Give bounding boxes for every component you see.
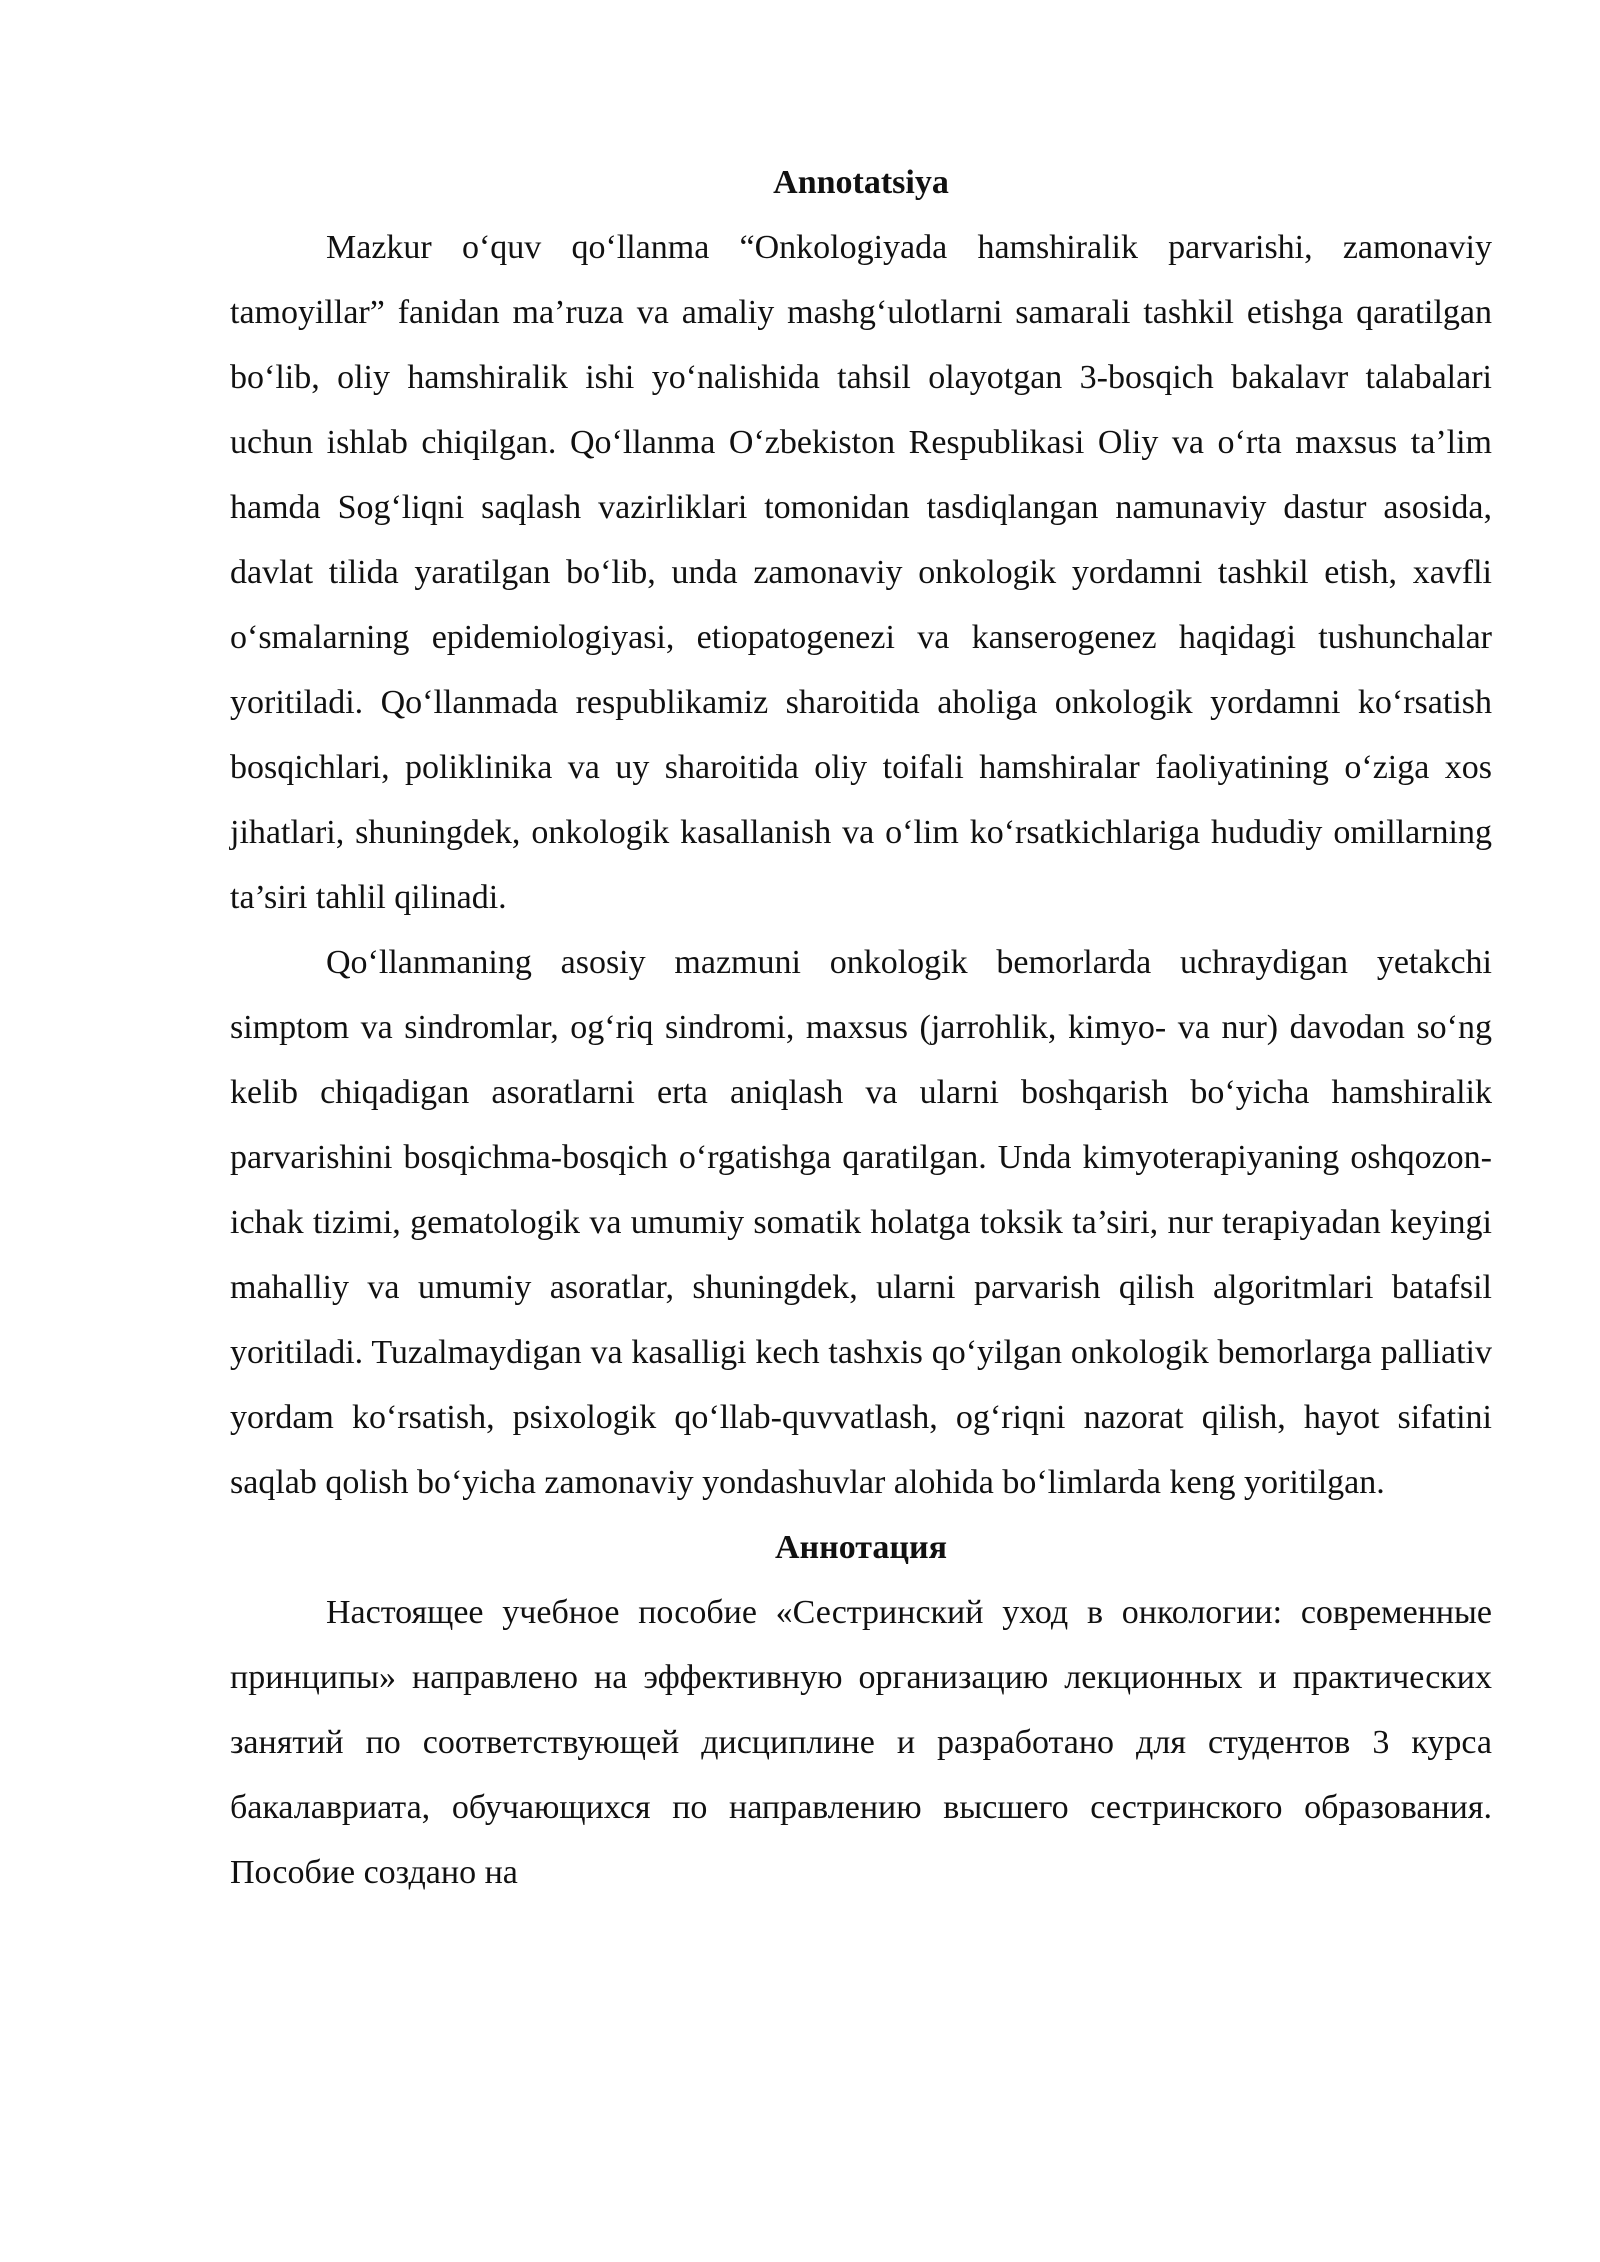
paragraph-ru-1: Настоящее учебное пособие «Сестринский уход в онкологии: современные принципы» направлено на эффективную организацию лекционных и практических занятий по соответствующей дисциплине и разработано для студентов 3 курса бакалавриата, обучающихся по направлению высшего сестринского образования. Пособие создано на — [230, 1594, 1492, 1891]
paragraph-uz-1: Mazkur o‘quv qo‘llanma “Onkologiyada hamshiralik parvarishi, zamonaviy tamoyillar” fanidan ma’ruza va amaliy mashg‘ulotlarni samarali tashkil etishga qaratilgan bo‘lib, oliy hamshiralik ishi yo‘nalishida tahsil olayotgan 3-bosqich bakalavr talabalari uchun ishlab chiqilgan. Qo‘llanma O‘zbekiston Respublikasi Oliy va o‘rta maxsus ta’lim hamda Sog‘liqni saqlash vazirliklari tomonidan tasdiqlangan namunaviy dastur asosida, davlat tilida yaratilgan bo‘lib, unda zamonaviy onkologik yordamni tashkil etish, xavfli o‘smalarning epidemiologiyasi, etiopatogenezi va kanserogenez haqidagi tushunchalar yoritiladi. Qo‘llanmada respublikamiz sharoitida aholiga onkologik yordamni ko‘rsatish bosqichlari, poliklinika va uy sharoitida oliy toifali hamshiralar faoliyatining o‘ziga xos jihatlari, shuningdek, onkologik kasallanish va o‘lim ko‘rsatkichlariga hududiy omillarning ta’siri tahlil qilinadi. — [230, 229, 1492, 916]
heading-uz: Annotatsiya — [773, 164, 949, 201]
page-content — [230, 150, 1492, 1905]
paragraph-uz-2: Qo‘llanmaning asosiy mazmuni onkologik bemorlarda uchraydigan yetakchi simptom va sindromlar, og‘riq sindromi, maxsus (jarrohlik, kimyo- va nur) davodan so‘ng kelib chiqadigan asoratlarni erta aniqlash va ularni boshqarish bo‘yicha hamshiralik parvarishini bosqichma-bosqich o‘rgatishga qaratilgan. Unda kimyoterapiyaning oshqozon-ichak tizimi, gematologik va umumiy somatik holatga toksik ta’siri, nur terapiyadan keyingi mahalliy va umumiy asoratlar, shuningdek, ularni parvarish qilish algoritmlari batafsil yoritiladi. Tuzalmaydigan va kasalligi kech tashxis qo‘yilgan onkologik bemorlarga palliativ yordam ko‘rsatish, psixologik qo‘llab-quvvatlash, og‘riqni nazorat qilish, hayot sifatini saqlab qolish bo‘yicha zamonaviy yondashuvlar alohida bo‘limlarda keng yoritilgan. — [230, 944, 1492, 1501]
heading-ru: Аннотация — [775, 1529, 947, 1566]
